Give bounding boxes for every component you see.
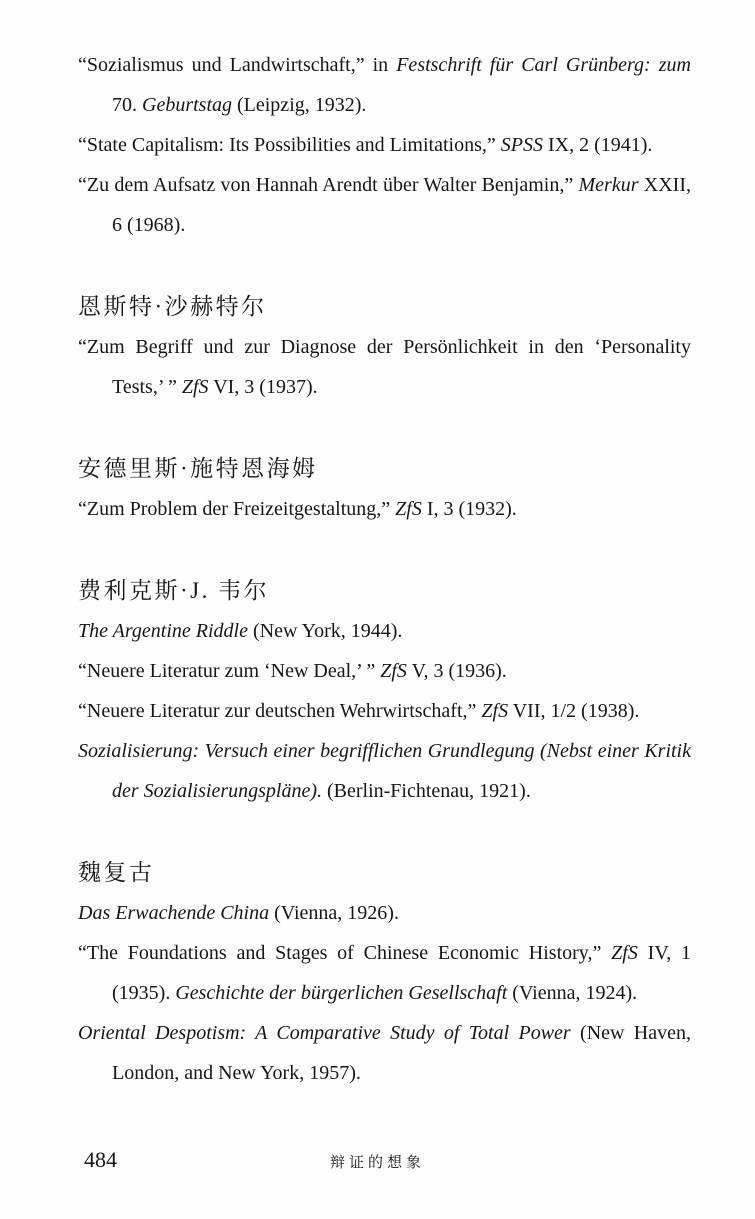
author-section — [78, 571, 691, 811]
entry-text-segment: “Neuere Literatur zum ‘New Deal,’ ” — [78, 660, 381, 682]
entry-text-segment: I, 3 (1932). — [421, 498, 517, 520]
entry-text-segment: “State Capitalism: Its Possibilities and Limitations,” — [78, 134, 501, 156]
entry-text-segment: “Neuere Literatur zur deutschen Wehrwirtschaft,” — [78, 700, 482, 722]
entry-text-segment: XXII, 6 (1968). — [112, 174, 691, 236]
entry-text-segment: (Vienna, 1926). — [269, 902, 399, 924]
bibliography-entry — [78, 489, 691, 529]
author-section — [78, 287, 691, 407]
work-title-segment: ZfS — [395, 498, 422, 520]
author-section — [78, 449, 691, 529]
entry-text-segment: (Leipzig, 1932). — [232, 94, 367, 116]
bibliography-entry — [78, 691, 691, 731]
author-heading: 恩斯特·沙赫特尔 — [78, 294, 267, 319]
entry-text-segment: V, 3 (1936). — [406, 660, 507, 682]
work-title-segment: ZfS — [181, 376, 209, 398]
entry-text-segment: (New York, 1944). — [247, 620, 403, 642]
work-title-segment: The Argentine Riddle — [78, 620, 248, 642]
bibliography-entry — [78, 893, 691, 933]
work-title-segment: SPSS — [500, 134, 543, 156]
entry-text-segment: (Vienna, 1924). — [507, 982, 638, 1004]
author-heading: 安德里斯·施特恩海姆 — [78, 456, 318, 481]
entry-text-segment: “Zum Begriff und zur Diagnose der Persönlichkeit in den ‘Personality Tests,’ ” — [78, 336, 691, 398]
work-title-segment: Sozialisierung: Versuch einer begrifflichen Grundlegung (Nebst einer Kritik der Sozialisierungspläne). — [78, 740, 691, 802]
entry-text-segment: (New Haven, London, and New York, 1957). — [112, 1022, 691, 1084]
author-section — [78, 45, 691, 245]
bibliography-entry — [78, 731, 691, 811]
work-title-segment: ZfS — [481, 700, 509, 722]
bibliography-entry — [78, 651, 691, 691]
work-title-segment: Festschrift für Carl Grünberg: zum — [396, 54, 691, 76]
bibliography-entry — [78, 125, 691, 165]
work-title-segment: ZfS — [611, 942, 638, 964]
entry-text-segment: VII, 1/2 (1938). — [508, 700, 640, 722]
page-number: 484 — [84, 1147, 117, 1172]
work-title-segment: Oriental Despotism: A Comparative Study of Total Power — [78, 1022, 571, 1044]
entry-text-segment: “Sozialismus und Landwirtschaft,” in — [78, 54, 397, 76]
entry-text-segment: IX, 2 (1941). — [542, 134, 653, 156]
work-title-segment: Das Erwachende China — [78, 902, 270, 924]
work-title-segment: Geschichte der bürgerlichen Gesellschaft — [175, 982, 508, 1004]
bibliography-entry — [78, 165, 691, 245]
work-title-segment: Geburtstag — [142, 94, 232, 116]
bibliography-entry — [78, 45, 691, 125]
entry-text-segment: IV, 1 (1935). — [112, 942, 691, 1004]
author-heading: 费利克斯·J. 韦尔 — [78, 578, 270, 603]
entry-text-segment: VI, 3 (1937). — [208, 376, 318, 398]
page-footer — [0, 1145, 755, 1190]
entry-text-segment: (Berlin-Fichtenau, 1921). — [322, 780, 531, 802]
entry-text-segment: “The Foundations and Stages of Chinese Economic History,” — [78, 942, 612, 964]
work-title-segment: ZfS — [380, 660, 407, 682]
running-title: 辩证的想象 — [329, 1155, 425, 1171]
entry-text-segment: “Zu dem Aufsatz von Hannah Arendt über Walter Benjamin,” — [78, 174, 579, 196]
bibliography-entry — [78, 327, 691, 407]
work-title-segment: Merkur — [578, 174, 639, 196]
entry-text-segment: 70. — [112, 94, 142, 116]
author-heading: 魏复古 — [78, 860, 155, 885]
author-section — [78, 853, 691, 1093]
bibliography-entry — [78, 1013, 691, 1093]
bibliography-entry — [78, 933, 691, 1013]
entry-text-segment: “Zum Problem der Freizeitgestaltung,” — [78, 498, 396, 520]
bibliography-entry — [78, 611, 691, 651]
